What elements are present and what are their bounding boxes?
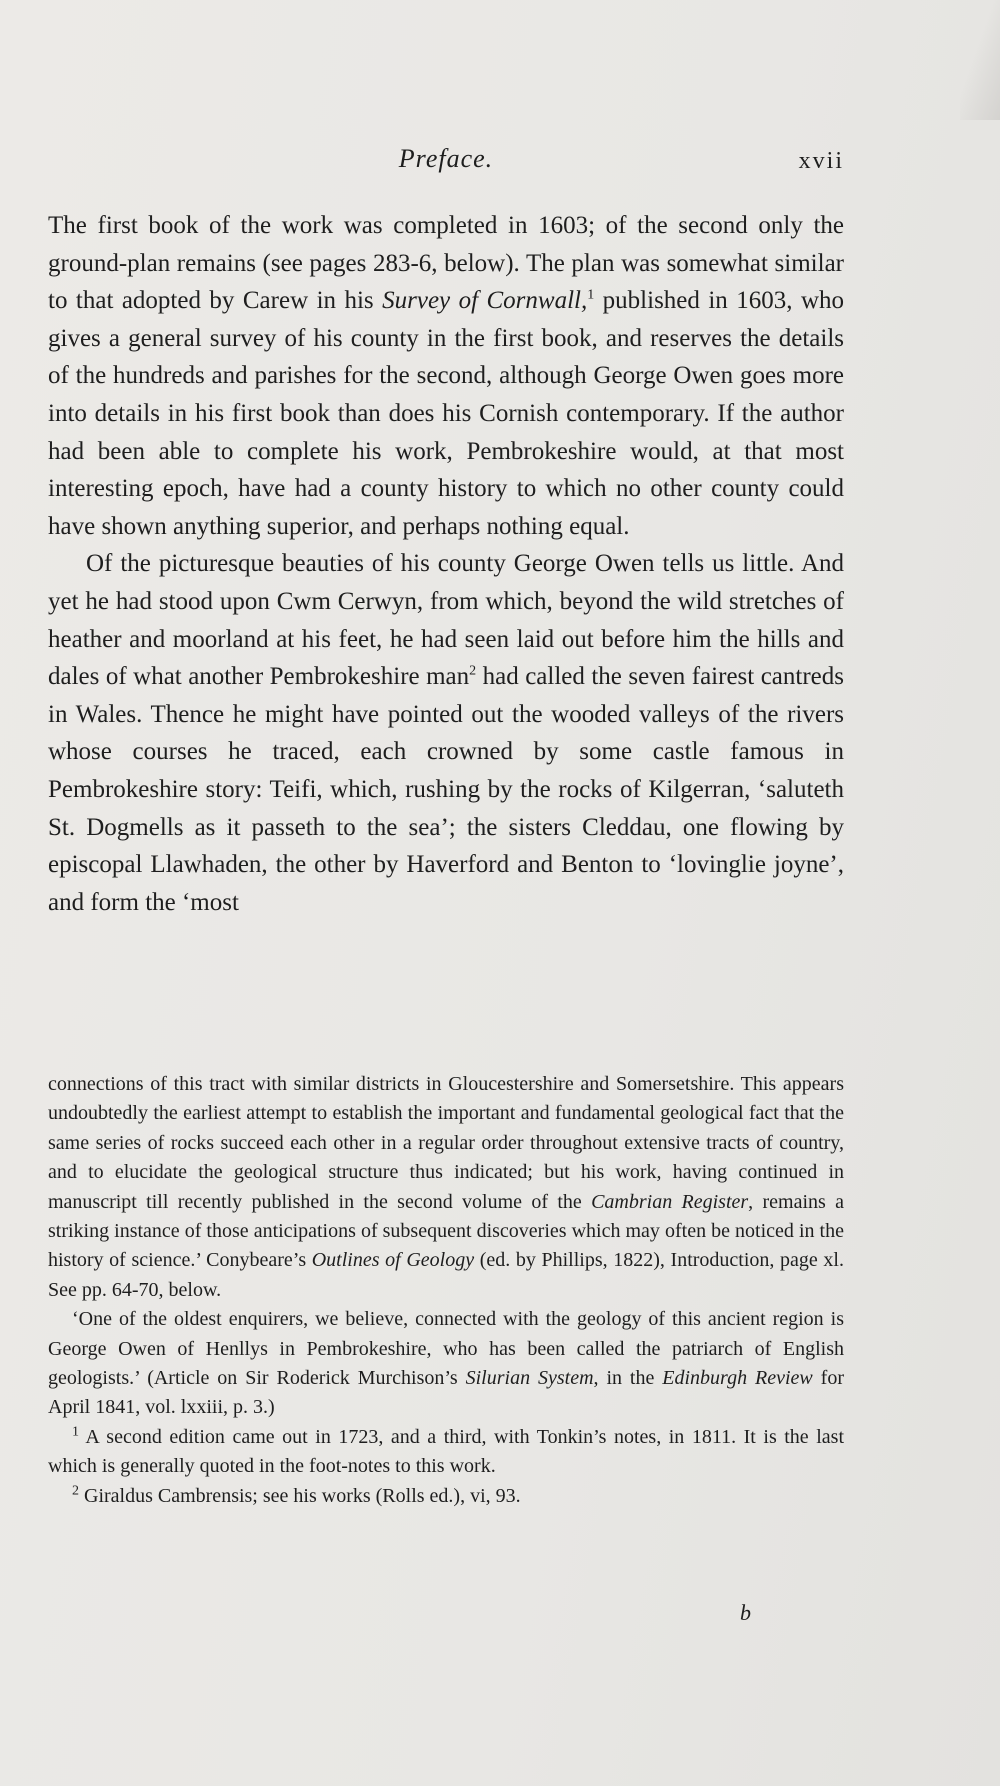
- page-number: xvii: [798, 148, 844, 174]
- paragraph-2: Of the picturesque beauties of his county George Owen tells us little. And yet he had stood upon Cwm Cerwyn, from which, beyond the wild stretches of heather and moorland at his feet, he had seen laid out before him the hills and dales of what another Pembrokeshire man$^2$ had called the seven fairest cantreds in Wales. Thence he might have pointed out the wooded valleys of the rivers whose courses he traced, each crowned by some castle famous in Pembrokeshire story: Teifi, which, rushing by the rocks of Kilgerran, ‘saluteth St. Dogmells as it passeth to the sea’; the sisters Cleddau, one flowing by episcopal Llawhaden, the other by Haverford and Benton to ‘lovinglie joyne’, and form the ‘most: [48, 550, 844, 916]
- title-edinburgh-review: Edinburgh Review: [662, 1367, 813, 1390]
- title-survey-of-cornwall: Survey of Cornwall,: [382, 287, 588, 315]
- page-edge-shadow: [960, 0, 1000, 120]
- footnote-marker-2: 2: [72, 1483, 79, 1499]
- note-continued: connections of this tract with similar districts in Gloucestershire and Somersetshire. This appears undoubtedly the earliest attempt to establish the important and fundamental geological fact that the same series of rocks succeed each other in a regular order throughout extensive tracts of country, and to elucidate the geological structure thus indicated; but his work, having continued in manuscript till recently published in the second volume of the Cambrian Register, remains a striking instance of those anticipations of subsequent discoveries which may often be noticed in the history of science.’ Conybeare’s Outlines of Geology (ed. by Phillips, 1822), Introduction, page xl. See pp. 64-70, below.: [48, 1073, 844, 1301]
- notes-section: [48, 1070, 844, 1511]
- paragraph-1: The first book of the work was completed in 1603; of the second only the ground-plan remains (see pages 283-6, below). The plan was somewhat similar to that adopted by Carew in his Survey of Cornwall,$^1$ published in 1603, who gives a general survey of his county in the first book, and reserves the details of the hundreds and parishes for the second, although George Owen goes more into details in his first book than does his Cornish contemporary. If the author had been able to complete his work, Pembrokeshire would, at that most interesting epoch, have had a county history to which no other county could have shown anything superior, and perhaps nothing equal.: [48, 212, 844, 540]
- running-title: Preface.: [398, 144, 494, 173]
- title-silurian-system: Silurian System: [465, 1367, 594, 1390]
- running-head: [48, 144, 844, 184]
- main-text: [48, 207, 844, 921]
- note-quote: ‘One of the oldest enquirers, we believe, connected with the geology of this ancient region is George Owen of Henllys in Pembrokeshire, who has been called the patriarch of English geologists.’ (Article on Sir Roderick Murchison’s Silurian System, in the Edinburgh Review for April 1841, vol. lxxiii, p. 3.): [48, 1308, 844, 1419]
- footnote-2: $^2$ Giraldus Cambrensis; see his works (Rolls ed.), vi, 93.: [72, 1483, 521, 1507]
- footnote-1: $^1$ A second edition came out in 1723, and a third, with Tonkin’s notes, in 1811. It is the last which is generally quoted in the foot-notes to this work.: [48, 1424, 844, 1478]
- footnote-marker-1: 1: [72, 1424, 79, 1440]
- footnote-ref-2: 2: [469, 663, 477, 679]
- signature-mark: b: [740, 1600, 751, 1625]
- footnote-ref-1: 1: [587, 287, 595, 303]
- title-outlines-of-geology: Outlines of Geology: [311, 1249, 475, 1272]
- title-cambrian-register: Cambrian Register: [591, 1190, 749, 1213]
